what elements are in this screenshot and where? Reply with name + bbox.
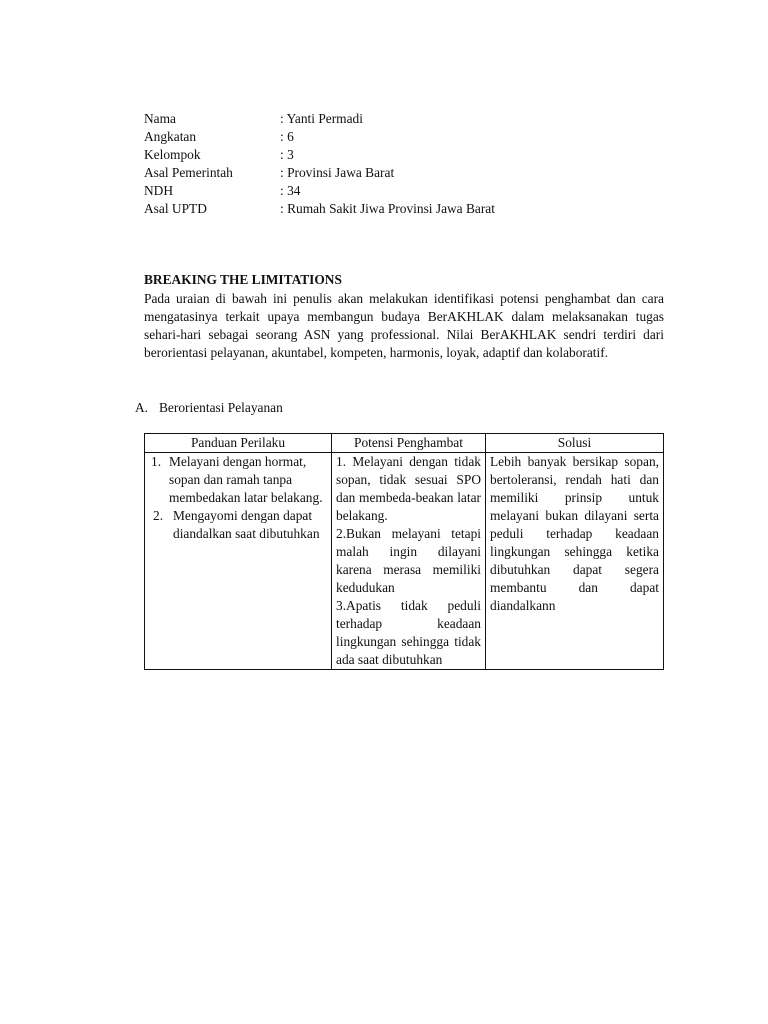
identity-label: Kelompok	[144, 147, 201, 162]
potensi-item: 2.Bukan melayani tetapi malah ingin dilayani karena merasa memiliki kedudukan	[336, 526, 481, 595]
identity-value: : 3	[280, 147, 294, 162]
identity-row-asal-uptd	[144, 200, 495, 218]
potensi-item: 3.Apatis tidak peduli terhadap keadaan lingkungan sehingga tidak ada saat dibutuhkan	[336, 598, 481, 667]
identity-value: : Provinsi Jawa Barat	[280, 165, 395, 180]
behavior-table	[144, 433, 664, 670]
header-solusi: Solusi	[486, 434, 664, 453]
identity-value: : 34	[280, 183, 301, 198]
identity-label: Asal UPTD	[144, 201, 207, 216]
potensi-item: 1. Melayani dengan tidak sopan, tidak sesuai SPO dan membeda-beakan latar belakang.	[336, 454, 481, 523]
identity-label: NDH	[144, 183, 174, 198]
subheading	[135, 399, 283, 417]
cell-potensi	[332, 453, 486, 670]
header-potensi: Potensi Penghambat	[332, 434, 486, 453]
item-text: Melayani dengan hormat, sopan dan ramah tanpa membedakan latar belakang.	[169, 454, 323, 505]
subheading-letter: A.	[135, 400, 149, 415]
header-panduan: Panduan Perilaku	[145, 434, 332, 453]
identity-label: Asal Pemerintah	[144, 165, 233, 180]
cell-panduan	[145, 453, 332, 670]
subheading-text: Berorientasi Pelayanan	[159, 400, 283, 415]
panduan-item	[149, 507, 327, 543]
table-row	[145, 453, 664, 670]
item-text: Mengayomi dengan dapat diandalkan saat dibutuhkan	[173, 508, 320, 541]
table-header-row	[145, 434, 664, 453]
identity-row-ndh	[144, 182, 495, 200]
intro-paragraph: Pada uraian di bawah ini penulis akan melakukan identifikasi potensi penghambat dan cara mengatasinya terkait upaya membangun budaya BerAKHLAK dalam melaksanakan tugas sehari-hari sebagai seorang ASN yang professional. Nilai BerAKHLAK sendri terdiri dari berorientasi pelayanan, akuntabel, kompeten, harmonis, loyak, adaptif dan kolaboratif.	[144, 291, 664, 360]
identity-value: : Yanti Permadi	[280, 111, 363, 126]
identity-label: Nama	[144, 111, 176, 126]
panduan-item	[149, 453, 327, 507]
identity-row-asal-pemerintah	[144, 164, 495, 182]
identity-row-kelompok	[144, 146, 495, 164]
identity-label: Angkatan	[144, 129, 197, 144]
identity-row-angkatan	[144, 128, 495, 146]
identity-row-nama	[144, 110, 495, 128]
identity-value: : Rumah Sakit Jiwa Provinsi Jawa Barat	[280, 201, 495, 216]
identity-value: : 6	[280, 129, 294, 144]
cell-solusi: Lebih banyak bersikap sopan, bertoleransi, rendah hati dan memiliki prinsip untuk melayani bukan dilayani serta peduli terhadap keadaan lingkungan sehingga ketika dibutuhkan dapat segera membantu dan dapat diandalkann	[486, 453, 664, 670]
section-title: BREAKING THE LIMITATIONS	[144, 272, 342, 287]
item-number: 2.	[153, 508, 164, 523]
item-number: 1.	[151, 454, 162, 469]
identity-block	[144, 110, 495, 218]
